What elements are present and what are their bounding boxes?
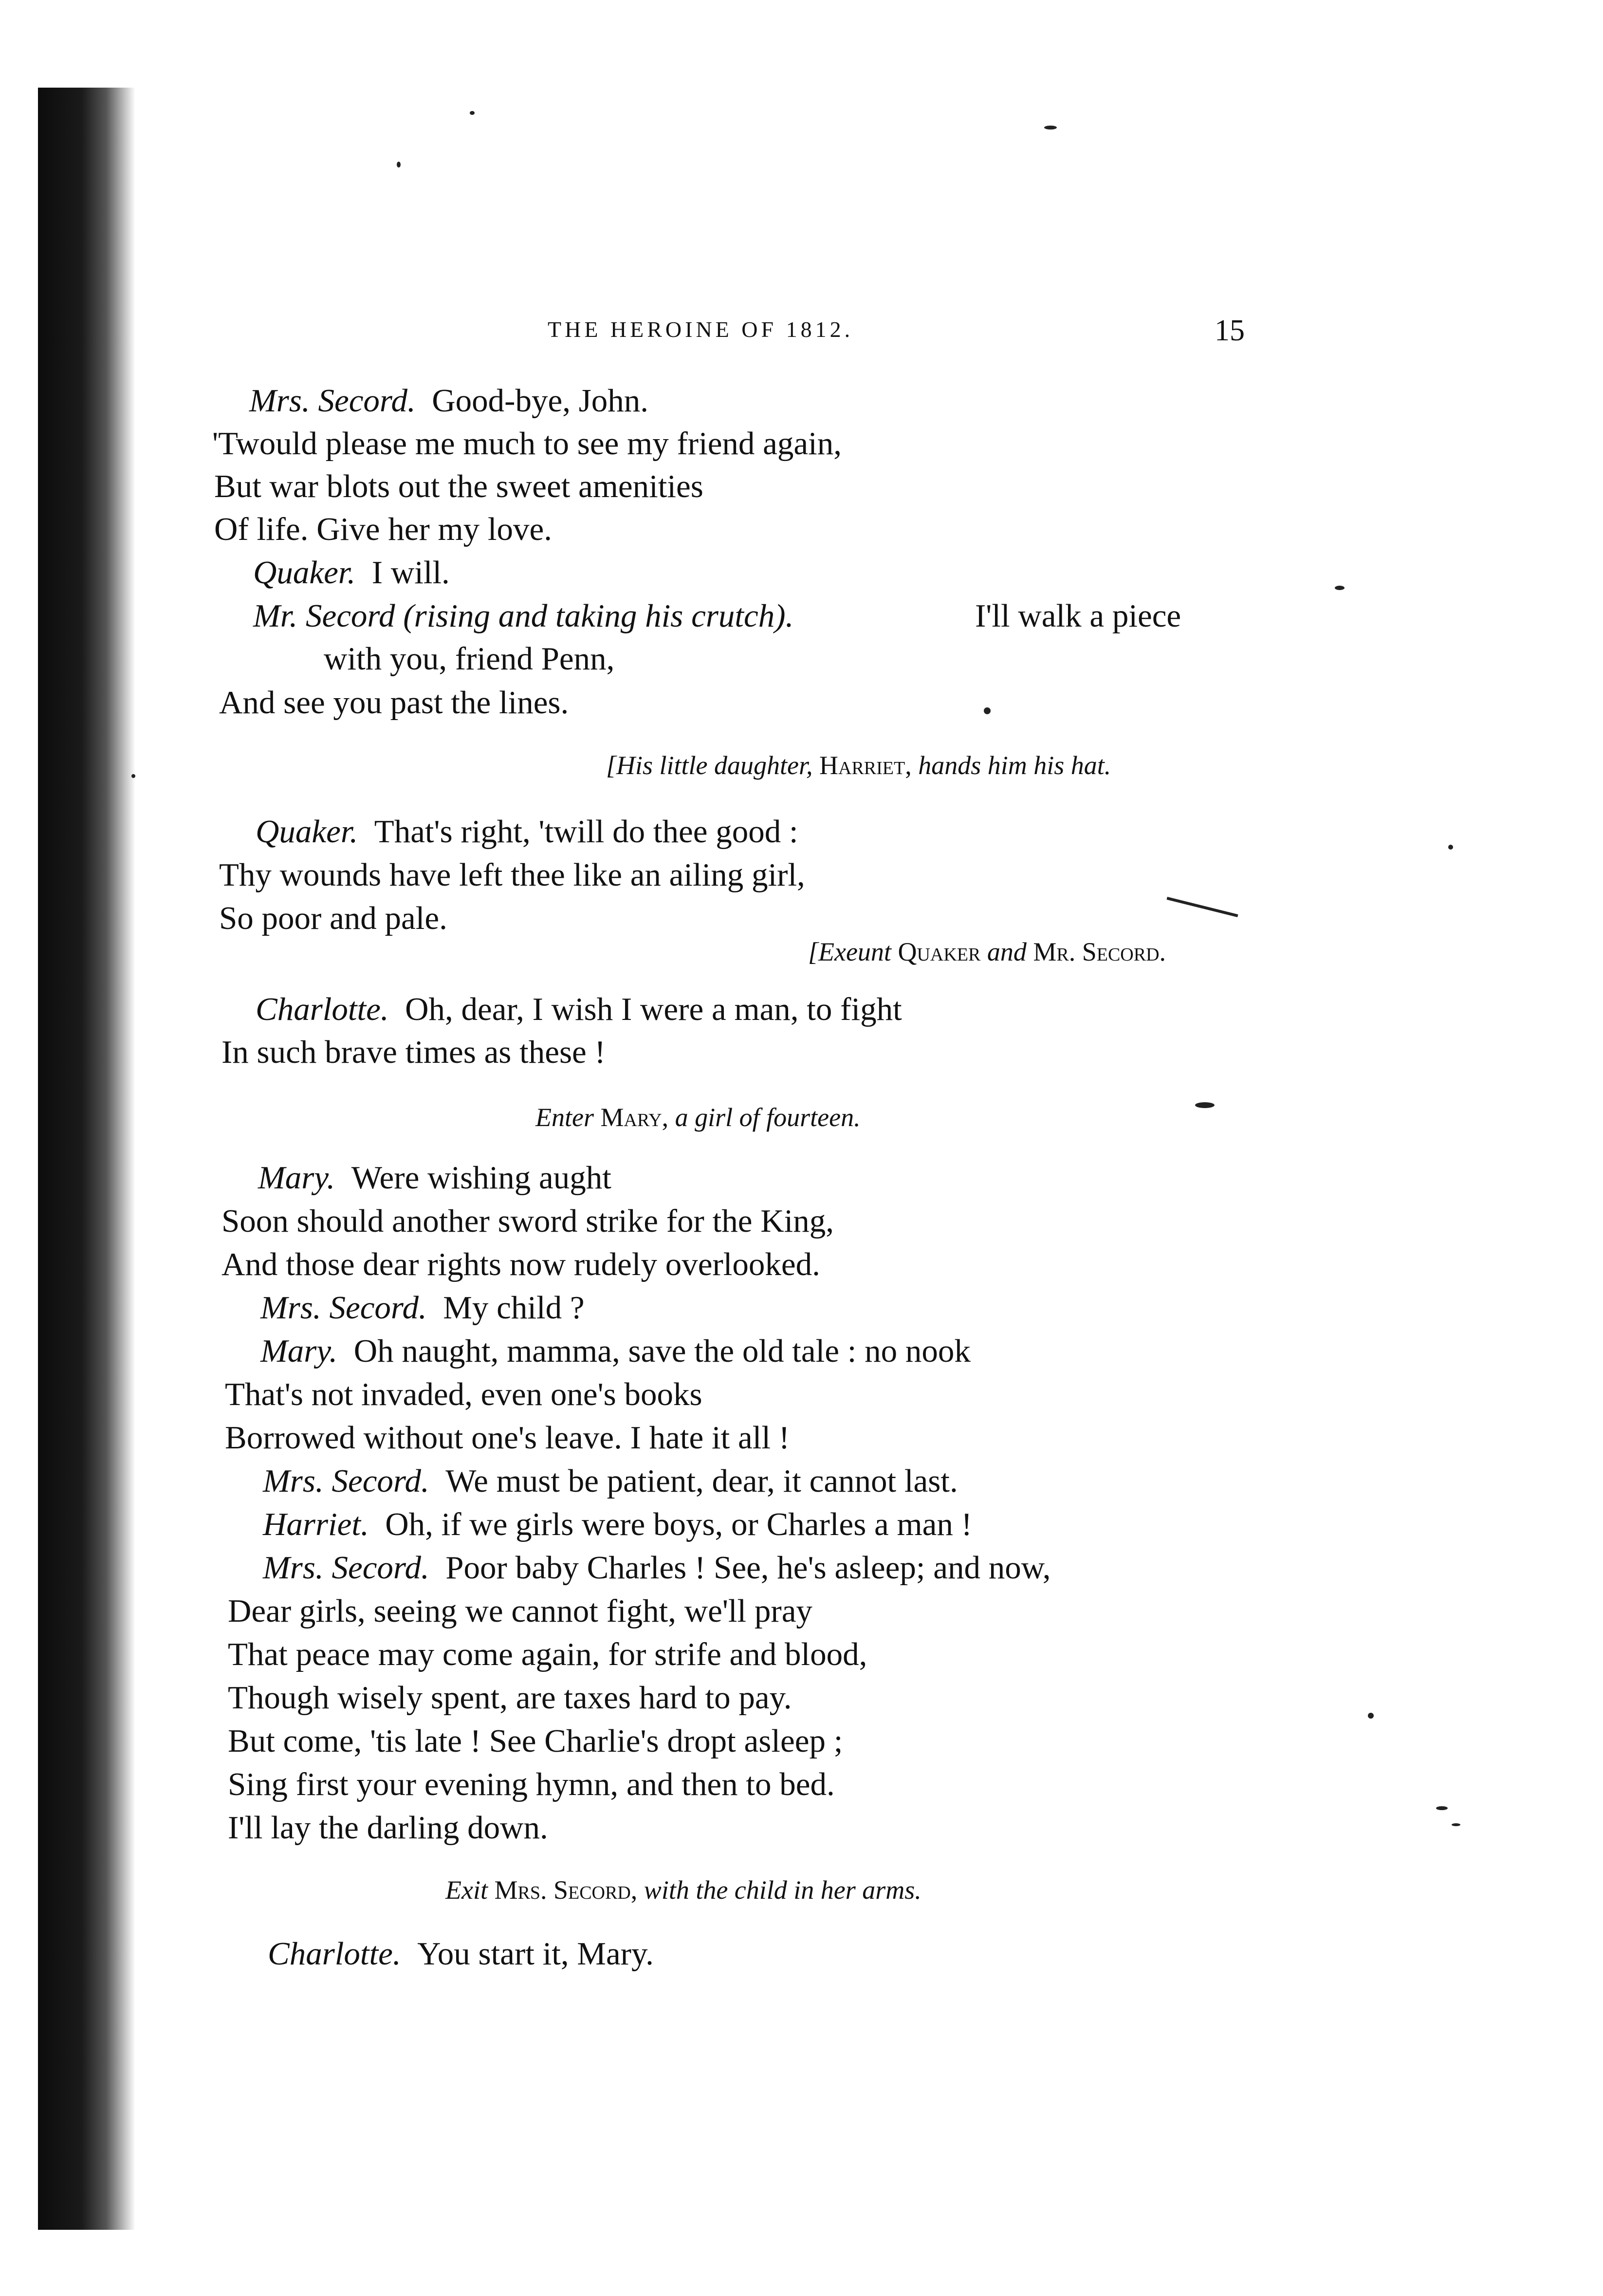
verse-line xyxy=(263,1552,1050,1584)
print-speck xyxy=(1335,586,1345,590)
character-name: Harriet, xyxy=(819,751,912,780)
running-title: THE HEROINE OF 1812. xyxy=(548,317,854,342)
ink-stroke xyxy=(1167,897,1238,917)
line-text: Poor baby Charles ! See, he's asleep; and now, xyxy=(445,1550,1051,1586)
verse-line xyxy=(268,1938,654,1970)
stage-direction xyxy=(606,752,1111,778)
print-speck xyxy=(984,707,991,714)
verse-line: That's not invaded, even one's books xyxy=(225,1376,702,1412)
stage-text: Enter xyxy=(535,1103,594,1132)
verse-line: Dear girls, seeing we cannot fight, we'll pray xyxy=(228,1593,812,1629)
stage-text: a girl of fourteen. xyxy=(675,1103,861,1132)
verse-line xyxy=(256,815,798,848)
line-text: Oh, dear, I wish I were a man, to fight xyxy=(405,991,902,1027)
verse-line: with you, friend Penn, xyxy=(324,641,615,677)
verse-line xyxy=(258,1162,611,1194)
verse-line: That peace may come again, for strife and blood, xyxy=(228,1636,867,1672)
verse-line: Soon should another sword strike for the King, xyxy=(221,1203,834,1239)
line-text: Oh naught, mamma, save the old tale : no nook xyxy=(353,1333,971,1369)
character-name: Mary, xyxy=(600,1103,669,1132)
verse-line: But come, 'tis late ! See Charlie's dropt asleep ; xyxy=(228,1723,843,1759)
verse-line: Though wisely spent, are taxes hard to pay. xyxy=(228,1680,792,1716)
verse-line xyxy=(253,556,450,589)
speaker-name: Quaker. xyxy=(256,814,358,850)
line-text: We must be patient, dear, it cannot last. xyxy=(445,1463,958,1499)
print-speck xyxy=(397,162,401,167)
speaker-name: Charlotte. xyxy=(268,1936,401,1972)
verse-line: And see you past the lines. xyxy=(219,685,569,721)
verse-line xyxy=(256,993,902,1026)
verse-line: 'Twould please me much to see my friend again, xyxy=(212,426,842,462)
stage-text: hands him his hat. xyxy=(918,751,1111,780)
page-number: 15 xyxy=(1215,314,1245,347)
speaker-name: Mrs. Secord. xyxy=(263,1463,429,1499)
verse-line: Of life. Give her my love. xyxy=(214,511,552,547)
stage-direction xyxy=(808,939,1166,965)
print-speck xyxy=(1195,1102,1215,1108)
print-speck xyxy=(1436,1806,1448,1810)
verse-line xyxy=(260,1335,971,1368)
speaker-name: Mrs. Secord. xyxy=(263,1550,429,1586)
stage-text: [His little daughter, xyxy=(606,751,813,780)
line-text: That's right, 'twill do thee good : xyxy=(374,814,798,850)
verse-line: But war blots out the sweet amenities xyxy=(214,468,703,504)
verse-line: So poor and pale. xyxy=(219,900,447,936)
line-text: Good-bye, John. xyxy=(432,383,649,419)
print-speck xyxy=(470,111,475,115)
stage-text: [Exeunt xyxy=(808,937,891,966)
verse-line xyxy=(263,1465,958,1498)
stage-direction xyxy=(445,1877,921,1903)
speaker-name: Mary. xyxy=(258,1160,335,1196)
stage-text: and xyxy=(987,937,1027,966)
speaker-name: Charlotte. xyxy=(256,991,389,1027)
verse-line: Sing first your evening hymn, and then to bed. xyxy=(228,1766,835,1802)
page-header xyxy=(0,316,1603,355)
binding-shadow xyxy=(38,88,135,2230)
print-speck xyxy=(1452,1823,1460,1826)
speaker-name: Mary. xyxy=(260,1333,338,1369)
line-text: My child ? xyxy=(443,1290,585,1326)
verse-line: And those dear rights now rudely overlooked. xyxy=(221,1246,820,1282)
line-text: I will. xyxy=(371,555,450,591)
character-name: Mrs. Secord, xyxy=(494,1875,638,1905)
character-name: Mr. Secord. xyxy=(1033,937,1166,966)
line-text: Oh, if we girls were boys, or Charles a man ! xyxy=(385,1506,972,1542)
verse-line: Thy wounds have left thee like an ailing girl, xyxy=(219,857,805,893)
verse-line xyxy=(253,600,793,632)
print-speck xyxy=(1368,1713,1374,1719)
verse-line xyxy=(249,385,648,417)
verse-line-continuation: I'll walk a piece xyxy=(975,598,1181,634)
print-speck xyxy=(131,774,135,778)
verse-line xyxy=(260,1292,585,1324)
speaker-name: Mrs. Secord. xyxy=(249,383,416,419)
speaker-name: Mr. Secord (rising and taking his crutch). xyxy=(253,598,794,634)
verse-line: I'll lay the darling down. xyxy=(228,1810,548,1846)
verse-line xyxy=(263,1508,972,1541)
speaker-name: Mrs. Secord. xyxy=(260,1290,427,1326)
stage-text: Exit xyxy=(445,1875,488,1905)
speaker-name: Harriet. xyxy=(263,1506,369,1542)
verse-line: In such brave times as these ! xyxy=(221,1034,606,1070)
speaker-name: Quaker. xyxy=(253,555,356,591)
stage-direction xyxy=(535,1104,861,1130)
line-text: You start it, Mary. xyxy=(417,1936,654,1972)
character-name: Quaker xyxy=(898,937,981,966)
print-speck xyxy=(1448,845,1453,850)
verse-line: Borrowed without one's leave. I hate it all ! xyxy=(225,1420,790,1456)
print-speck xyxy=(1044,126,1057,130)
stage-text: with the child in her arms. xyxy=(644,1875,921,1905)
line-text: Were wishing aught xyxy=(351,1160,611,1196)
